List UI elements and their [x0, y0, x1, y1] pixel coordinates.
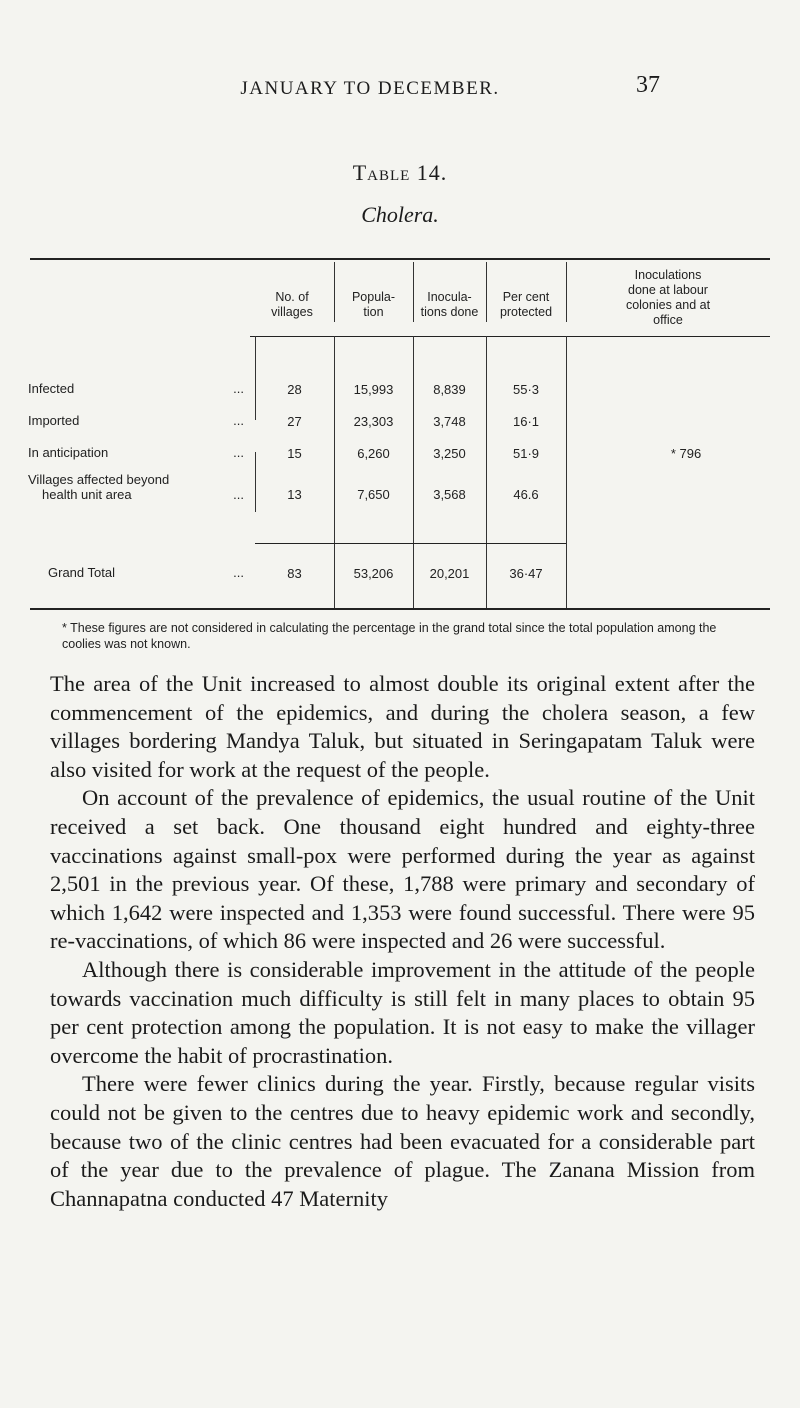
table-subtitle: Cholera. — [361, 202, 439, 227]
cell-villages: 28 — [287, 382, 302, 397]
cell-per-cent: 55·3 — [512, 382, 540, 397]
cell-inoculations: 8,839 — [433, 382, 466, 397]
row-label-anticipation: In anticipation ... — [28, 445, 244, 460]
page-number: 37 — [636, 72, 660, 98]
cell-total-per-cent: 36·47 — [509, 566, 543, 581]
header-villages: No. of villages — [271, 290, 313, 319]
header-bottom-rule — [250, 336, 770, 337]
cell-villages: 13 — [287, 487, 302, 502]
header-population: Popula- tion — [351, 290, 396, 319]
cell-inoculations: 3,748 — [433, 414, 466, 429]
header-inoculations: Inocula- tions done — [420, 290, 479, 319]
row-label-beyond-area: Villages affected beyond health unit area ... — [28, 472, 244, 502]
body-text — [50, 670, 755, 1213]
table-bottom-rule — [30, 608, 770, 610]
running-head: JANUARY TO DECEMBER. — [240, 78, 500, 99]
table-top-rule — [30, 258, 770, 260]
body-divider — [255, 336, 256, 420]
body-divider — [566, 336, 567, 610]
cell-total-villages: 83 — [287, 566, 302, 581]
paragraph: On account of the prevalence of epidemics, the usual routine of the Unit received a set back. One thousand eight hundred and eighty-three vaccinations against small-pox were performed during the year as against 2,501 in the previous year. Of these, 1,788 were primary and secondary of which 1,642 were inspected and 1,353 were found successful. There were 95 re-vaccinations, of which 86 were inspected and 26 were successful. — [50, 785, 755, 954]
cell-total-population: 53,206 — [353, 566, 394, 581]
header-per-cent: Per cent protected — [499, 290, 553, 319]
paragraph: Although there is considerable improvement in the attitude of the people towards vaccination much difficulty is still felt in many places to obtain 95 per cent protection among the population. It is not easy to make the villager overcome the habit of procrastination. — [50, 956, 755, 1068]
cell-per-cent: 46.6 — [513, 487, 539, 502]
cell-population: 15,993 — [353, 382, 394, 397]
paragraph: The area of the Unit increased to almost double its original extent after the commencement of the epidemics, and during the cholera season, a few villages bordering Mandya Taluk, but situated in Seringapatam Taluk were also visited for work at the request of the people. — [50, 671, 755, 782]
paragraph: There were fewer clinics during the year. Firstly, because regular visits could not be given to the centres due to heavy epidemic work and secondly, because two of the clinic centres had been evacuated for a considerable part of the year due to the prevalence of plague. The Zanana Mission from Channapatna conducted 47 Maternity — [50, 1071, 755, 1211]
cell-population: 7,650 — [357, 487, 390, 502]
table-title: Table 14. — [352, 160, 448, 185]
row-label-infected: Infected ... — [28, 381, 244, 396]
cell-total-inoculations: 20,201 — [429, 566, 470, 581]
cell-labour-colonies: * 796 — [670, 446, 702, 461]
cell-villages: 27 — [287, 414, 302, 429]
cell-population: 23,303 — [353, 414, 394, 429]
row-label-grand-total: Grand Total ... — [48, 565, 244, 580]
row-label-imported: Imported ... — [28, 413, 244, 428]
header-labour-colonies: Inoculations done at labour colonies and at office — [625, 268, 711, 327]
cell-population: 6,260 — [357, 446, 390, 461]
cell-per-cent: 51·9 — [512, 446, 540, 461]
cell-inoculations: 3,568 — [433, 487, 466, 502]
total-rule — [255, 543, 566, 544]
table-footnote: * These figures are not considered in calculating the percentage in the grand total since the total population among the coolies was not known. — [62, 621, 717, 651]
cell-villages: 15 — [287, 446, 302, 461]
cell-inoculations: 3,250 — [433, 446, 466, 461]
cell-per-cent: 16·1 — [512, 414, 540, 429]
